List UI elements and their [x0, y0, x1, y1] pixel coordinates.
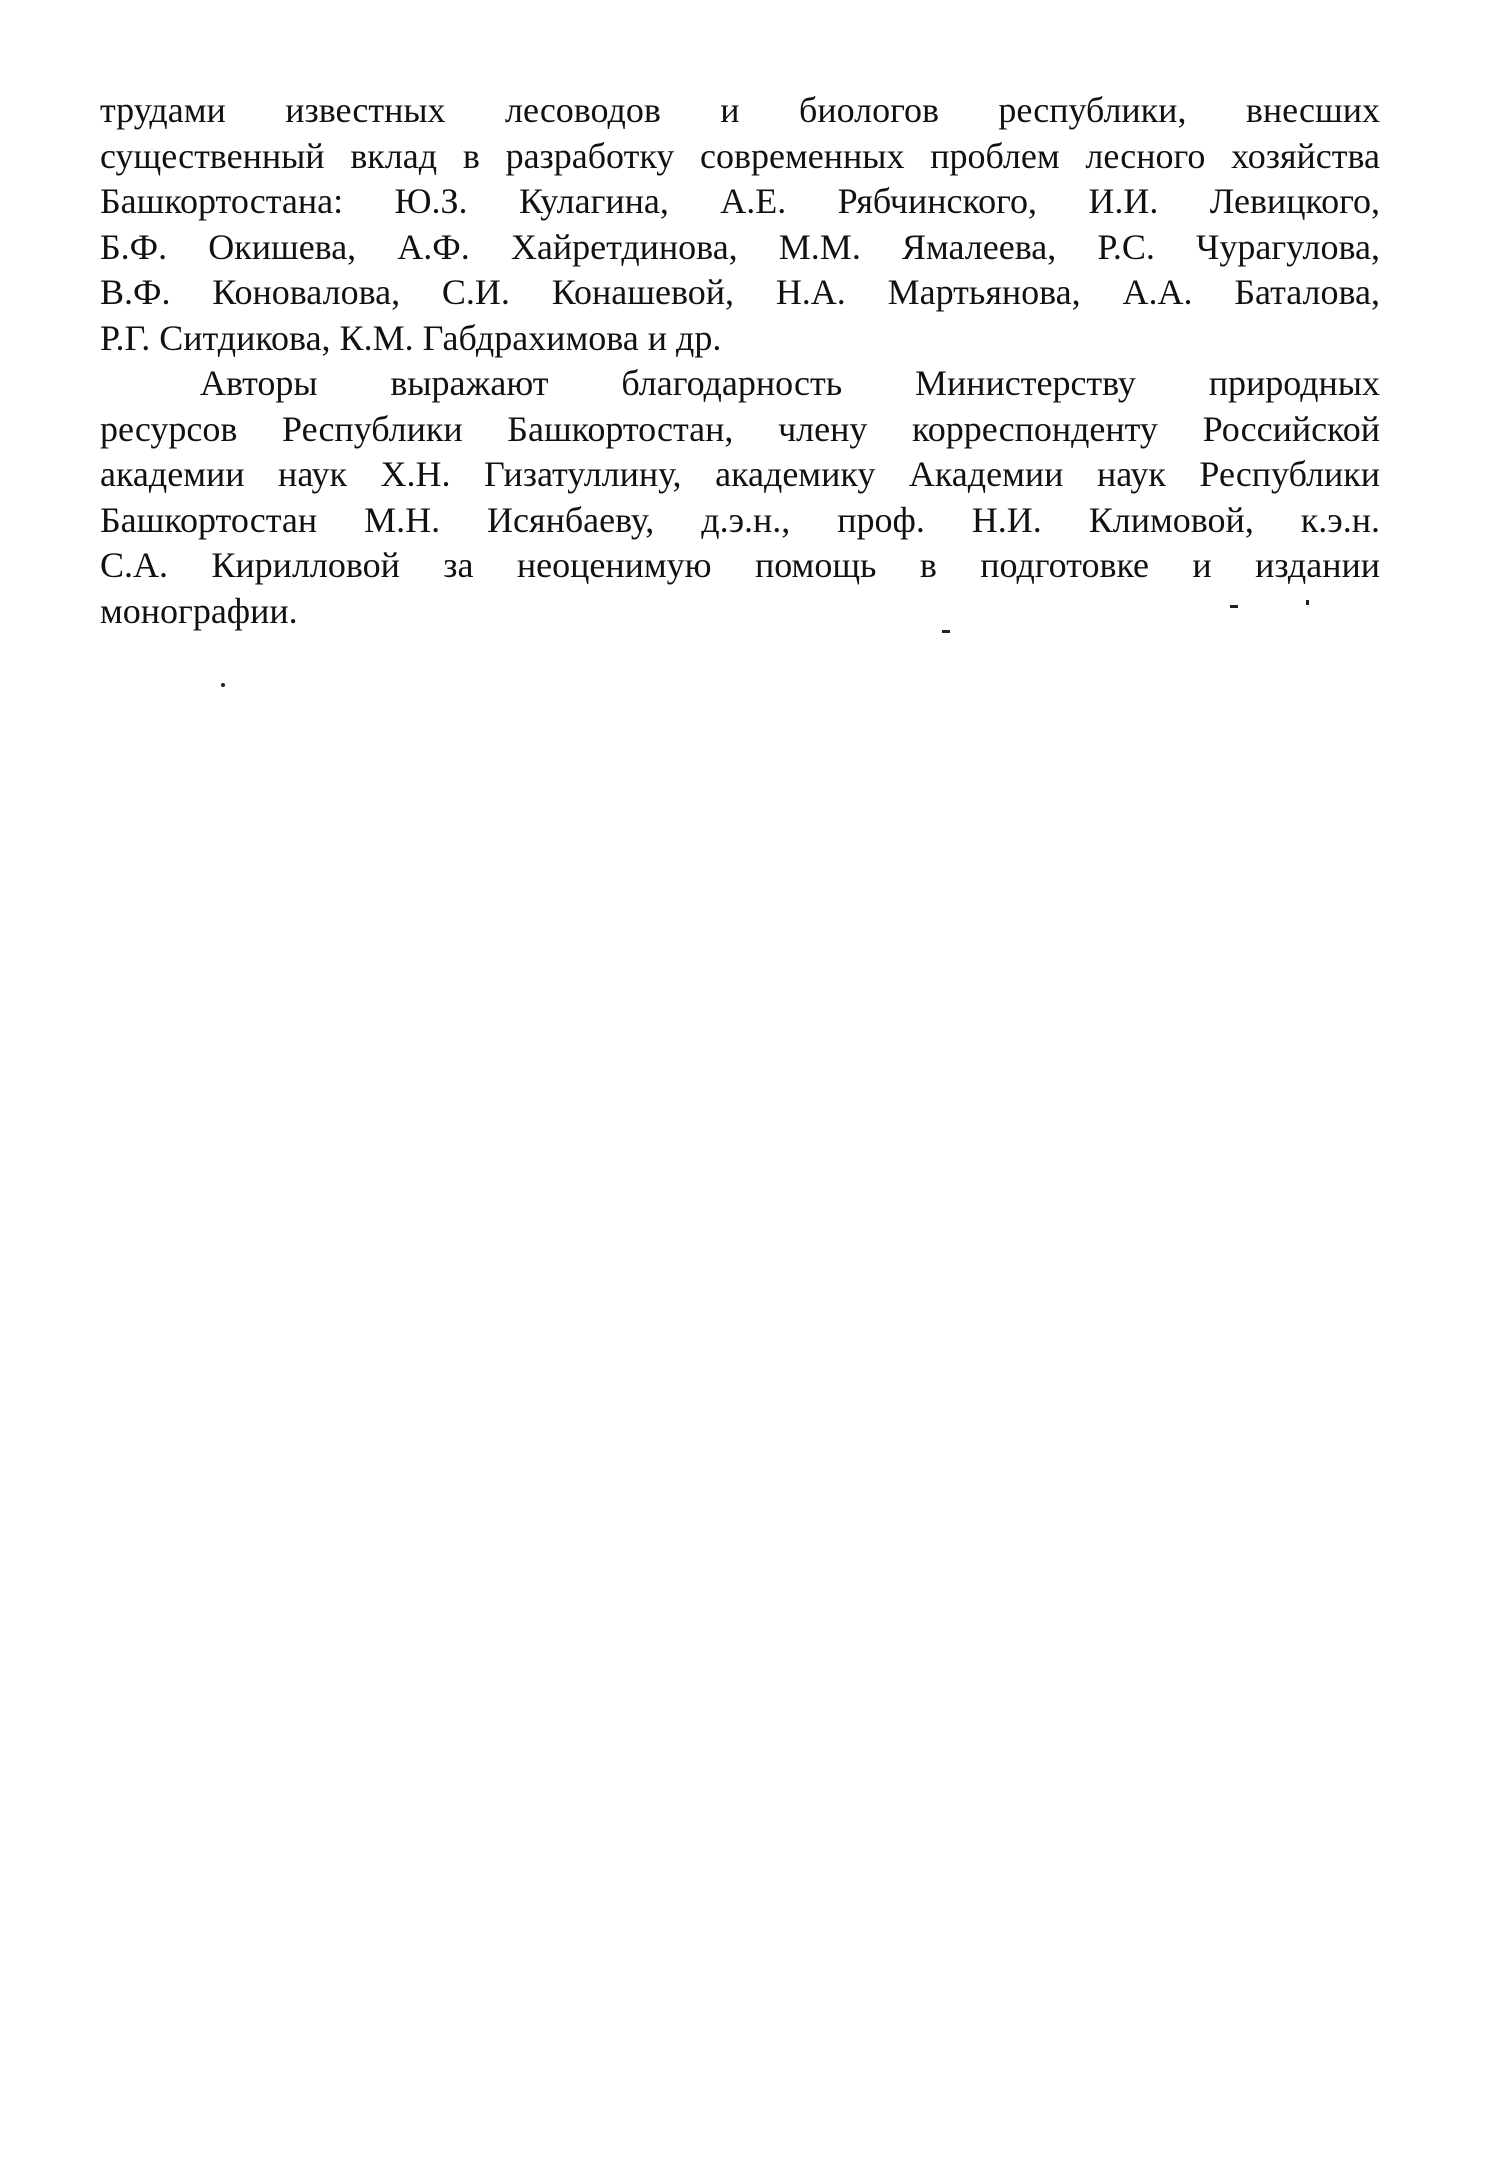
scan-speck	[942, 630, 950, 633]
text-line: существенный вклад в разработку современных проблем лесного хозяйства	[100, 135, 1380, 176]
text-line: Р.Г. Ситдикова, К.М. Габдрахимова и др.	[100, 317, 722, 358]
text-line: В.Ф. Коновалова, С.И. Конашевой, Н.А. Мартьянова, А.А. Баталова,	[100, 272, 1380, 312]
paragraph-continuation	[100, 88, 1380, 361]
text-line: монографии.	[100, 590, 298, 631]
text-line: Башкортостан М.Н. Исянбаеву, д.э.н., проф. Н.И. Климовой, к.э.н.	[100, 499, 1380, 540]
text-line: ресурсов Республики Башкортостан, члену корреспонденту Российской	[100, 408, 1380, 449]
scan-speck	[1306, 600, 1309, 605]
text-line: Б.Ф. Окишева, А.Ф. Хайретдинова, М.М. Ямалеева, Р.С. Чурагулова,	[100, 226, 1380, 267]
text-line: Башкортостана: Ю.З. Кулагина, А.Е. Рябчинского, И.И. Левицкого,	[100, 181, 1380, 221]
text-line: трудами известных лесоводов и биологов республики, внесших	[100, 90, 1380, 130]
scan-speck	[1230, 605, 1238, 608]
scan-speck	[221, 683, 225, 687]
paragraph-acknowledgements	[100, 361, 1380, 634]
body-text	[100, 88, 1380, 634]
text-line: С.А. Кирилловой за неоценимую помощь в подготовке и издании	[100, 545, 1380, 585]
text-line: Авторы выражают благодарность Министерству природных	[200, 363, 1380, 403]
text-line: академии наук Х.Н. Гизатуллину, академику Академии наук Республики	[100, 454, 1380, 494]
